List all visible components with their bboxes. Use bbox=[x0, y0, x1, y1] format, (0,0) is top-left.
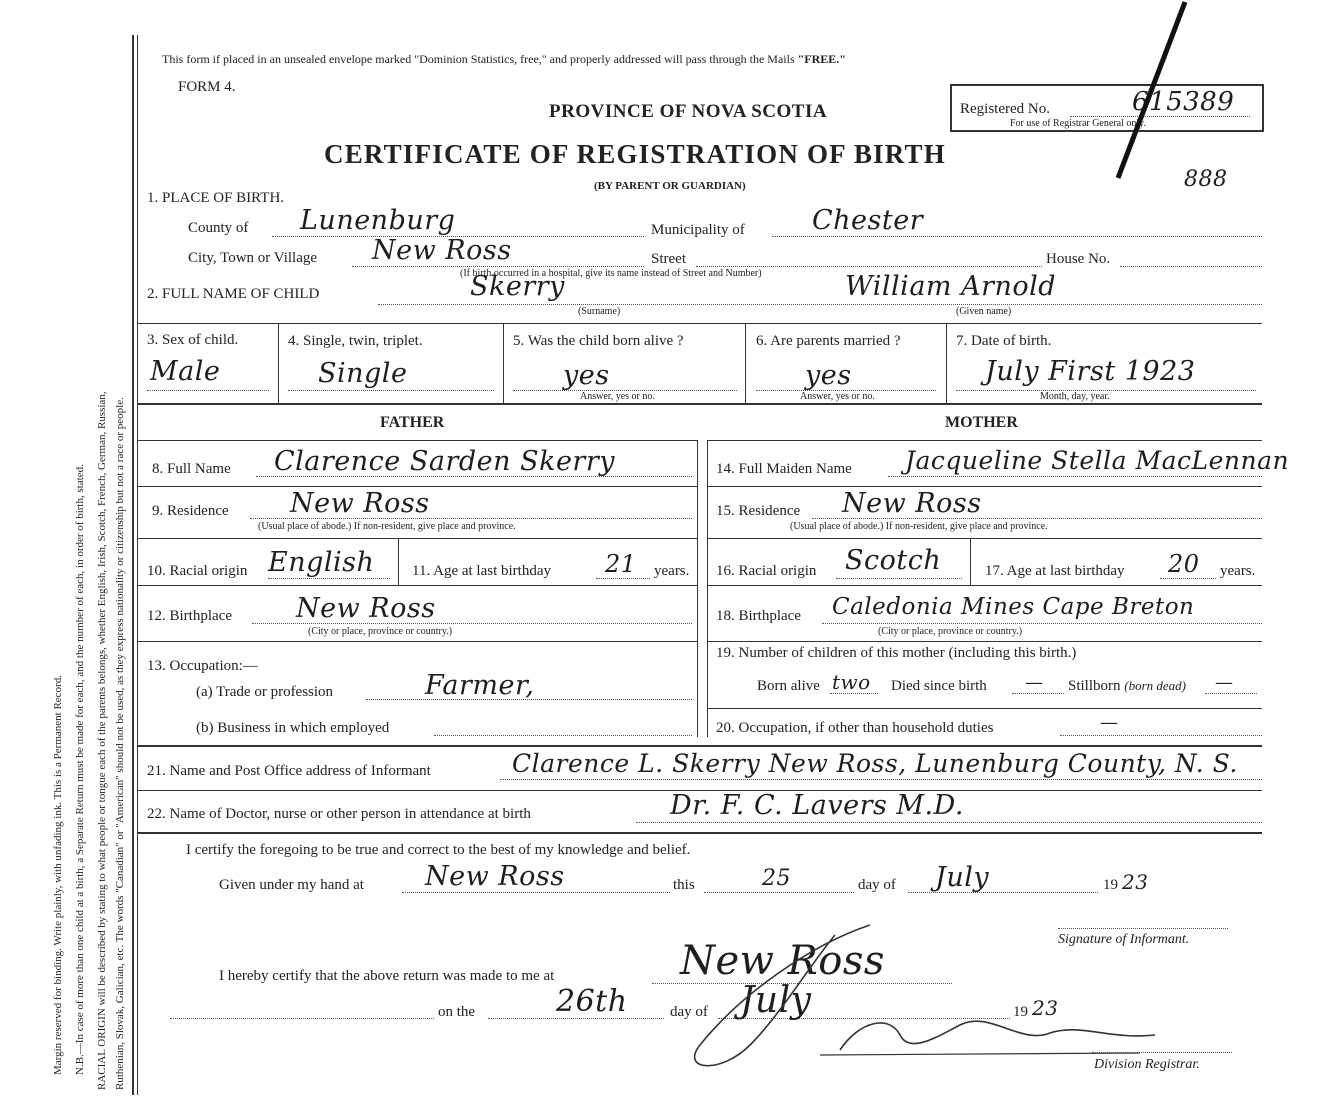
on-year-prefix: 19 bbox=[1013, 1004, 1028, 1020]
given-month-value: July bbox=[935, 862, 990, 893]
doctor-value: Dr. F. C. Lavers M.D. bbox=[670, 790, 964, 821]
date-of-birth-note: Month, day, year. bbox=[1040, 391, 1110, 402]
given-name-note: (Given name) bbox=[956, 306, 1012, 317]
parents-married-note: Answer, yes or no. bbox=[800, 391, 875, 402]
county-value: Lunenburg bbox=[300, 205, 456, 236]
given-year-value: 23 bbox=[1122, 870, 1149, 894]
mother-residence-note: (Usual place of abode.) If non-resident, give place and province. bbox=[790, 521, 1048, 532]
province-heading: PROVINCE OF NOVA SCOTIA bbox=[549, 101, 828, 122]
doctor-label: 22. Name of Doctor, nurse or other person in attendance at birth bbox=[147, 806, 531, 822]
mother-name-value: Jacqueline Stella MacLennan bbox=[905, 446, 1290, 475]
margin-binding-note: Margin reserved for binding. Write plainly, with unfading ink. This is a Permanent Record. bbox=[52, 675, 64, 1075]
mail-note: This form if placed in an unsealed envelope marked "Dominion Statistics, free," and properly addressed will pass through the Mails "FREE." bbox=[162, 52, 846, 66]
sex-value: Male bbox=[150, 356, 221, 387]
on-day-value: 26th bbox=[556, 984, 628, 1019]
birth-type-value: Single bbox=[318, 358, 408, 389]
margin-rule-inner bbox=[137, 35, 138, 1095]
informant-value: Clarence L. Skerry New Ross, Lunenburg County, N. S. bbox=[512, 749, 1238, 778]
parents-married-value: yes bbox=[805, 360, 852, 391]
margin-nb-note: N.B.—In case of more than one child at a birth, a Separate Return must be made for each, and the number of each, in order of birth, stated. bbox=[74, 464, 86, 1075]
born-alive-note: Answer, yes or no. bbox=[580, 391, 655, 402]
given-dayof-label: day of bbox=[858, 877, 896, 893]
father-race-label: 10. Racial origin bbox=[147, 563, 248, 579]
hospital-note: (If birth occurred in a hospital, give its name instead of Street and Number) bbox=[460, 268, 762, 279]
father-name-value: Clarence Sarden Skerry bbox=[274, 446, 615, 477]
form-number: FORM 4. bbox=[178, 79, 236, 95]
margin-rule bbox=[132, 35, 134, 1095]
county-label: County of bbox=[188, 220, 249, 236]
corner-mark: 888 bbox=[1184, 167, 1228, 192]
father-age-value: 21 bbox=[605, 550, 637, 578]
city-label: City, Town or Village bbox=[188, 250, 318, 266]
surname-note: (Surname) bbox=[578, 306, 621, 317]
registered-label: Registered No. bbox=[960, 101, 1050, 117]
father-race-value: English bbox=[268, 547, 375, 578]
sex-label: 3. Sex of child. bbox=[147, 332, 239, 348]
father-age-label: 11. Age at last birthday bbox=[412, 563, 551, 579]
born-alive-label: 5. Was the child born alive ? bbox=[513, 333, 684, 349]
place-heading: 1. PLACE OF BIRTH. bbox=[147, 190, 285, 206]
born-alive-value: yes bbox=[563, 360, 610, 391]
father-heading: FATHER bbox=[380, 414, 445, 431]
mother-residence-label: 15. Residence bbox=[716, 503, 801, 519]
registered-number: 615389 bbox=[1132, 87, 1235, 117]
mother-name-label: 14. Full Maiden Name bbox=[716, 461, 852, 477]
margin-racial-note-2: Ruthenian, Slovak, Galician, etc. The words "Canadian" or "American" should not be used, as they express nationality or citizenship but not a race or people. bbox=[114, 397, 126, 1090]
child-surname: Skerry bbox=[470, 271, 565, 302]
pen-slash-mark bbox=[1090, 0, 1200, 190]
mother-occupation-label: 20. Occupation, if other than household duties bbox=[716, 720, 994, 736]
mother-birthplace-label: 18. Birthplace bbox=[716, 608, 801, 624]
certificate-title: CERTIFICATE OF REGISTRATION OF BIRTH bbox=[324, 139, 946, 169]
father-birthplace-label: 12. Birthplace bbox=[147, 608, 232, 624]
given-place-value: New Ross bbox=[425, 861, 565, 892]
this-label: this bbox=[673, 877, 695, 893]
certificate-subtitle: (BY PARENT OR GUARDIAN) bbox=[594, 180, 746, 192]
father-name-label: 8. Full Name bbox=[152, 461, 231, 477]
hereby-place-value: New Ross bbox=[680, 938, 885, 984]
father-birthplace-value: New Ross bbox=[296, 593, 436, 624]
stillborn-value: — bbox=[1215, 672, 1234, 693]
informant-signature-label: Signature of Informant. bbox=[1058, 932, 1190, 947]
father-residence-note: (Usual place of abode.) If non-resident, give place and province. bbox=[258, 521, 516, 532]
given-year-prefix: 19 bbox=[1103, 877, 1118, 893]
mother-birthplace-value: Caledonia Mines Cape Breton bbox=[832, 594, 1195, 620]
on-the-label: on the bbox=[438, 1004, 476, 1020]
registered-note: For use of Registrar General only. bbox=[1010, 118, 1146, 129]
stillborn-label: Stillborn (born dead) bbox=[1068, 678, 1187, 694]
died-since-birth-value: — bbox=[1025, 672, 1044, 693]
municipality-value: Chester bbox=[812, 205, 924, 236]
mother-age-unit: years. bbox=[1220, 563, 1256, 579]
mother-residence-value: New Ross bbox=[842, 488, 982, 519]
municipality-label: Municipality of bbox=[651, 222, 745, 238]
father-trade-label: (a) Trade or profession bbox=[196, 684, 334, 700]
date-of-birth-label: 7. Date of birth. bbox=[956, 333, 1052, 349]
mother-age-value: 20 bbox=[1168, 550, 1200, 578]
father-birthplace-note: (City or place, province or country.) bbox=[308, 626, 453, 637]
father-residence-label: 9. Residence bbox=[152, 503, 229, 519]
hereby-label: I hereby certify that the above return was made to me at bbox=[219, 968, 555, 984]
on-year-value: 23 bbox=[1032, 996, 1059, 1020]
margin-racial-note-1: RACIAL ORIGIN will be described by stating to what people or tongue each of the parents belongs, whether English, Irish, Scotch, French, German, Russian, bbox=[96, 391, 108, 1090]
died-since-birth-label: Died since birth bbox=[891, 678, 987, 694]
city-value: New Ross bbox=[372, 235, 512, 266]
house-label: House No. bbox=[1046, 251, 1111, 267]
date-of-birth-value: July First 1923 bbox=[985, 356, 1196, 387]
father-residence-value: New Ross bbox=[290, 488, 430, 519]
given-day-value: 25 bbox=[762, 866, 791, 891]
street-label: Street bbox=[651, 251, 686, 267]
mother-occupation-value: — bbox=[1100, 712, 1119, 733]
father-occupation-label: 13. Occupation:— bbox=[147, 658, 258, 674]
father-age-unit: years. bbox=[654, 563, 690, 579]
mother-birthplace-note: (City or place, province or country.) bbox=[878, 626, 1023, 637]
on-dayof-label: day of bbox=[670, 1004, 708, 1020]
birth-type-label: 4. Single, twin, triplet. bbox=[288, 333, 423, 349]
mother-race-label: 16. Racial origin bbox=[716, 563, 817, 579]
child-name-label: 2. FULL NAME OF CHILD bbox=[147, 286, 320, 302]
mother-heading: MOTHER bbox=[945, 414, 1018, 431]
certify-statement: I certify the foregoing to be true and correct to the best of my knowledge and belief. bbox=[186, 842, 691, 858]
mother-age-label: 17. Age at last birthday bbox=[985, 563, 1125, 579]
father-business-label: (b) Business in which employed bbox=[196, 720, 390, 736]
mother-children-label: 19. Number of children of this mother (including this birth.) bbox=[716, 645, 1077, 661]
informant-label: 21. Name and Post Office address of Informant bbox=[147, 763, 431, 779]
parents-married-label: 6. Are parents married ? bbox=[756, 333, 901, 349]
division-registrar-label: Division Registrar. bbox=[1094, 1057, 1200, 1072]
child-given-name: William Arnold bbox=[845, 271, 1057, 302]
on-month-value: July bbox=[740, 980, 812, 1021]
stillborn-note: (born dead) bbox=[1124, 678, 1187, 693]
mother-race-value: Scotch bbox=[845, 545, 942, 576]
father-trade-value: Farmer, bbox=[425, 670, 535, 701]
given-under-label: Given under my hand at bbox=[219, 877, 364, 893]
born-alive-count-label: Born alive bbox=[757, 678, 820, 694]
born-alive-count-value: two bbox=[832, 670, 871, 694]
